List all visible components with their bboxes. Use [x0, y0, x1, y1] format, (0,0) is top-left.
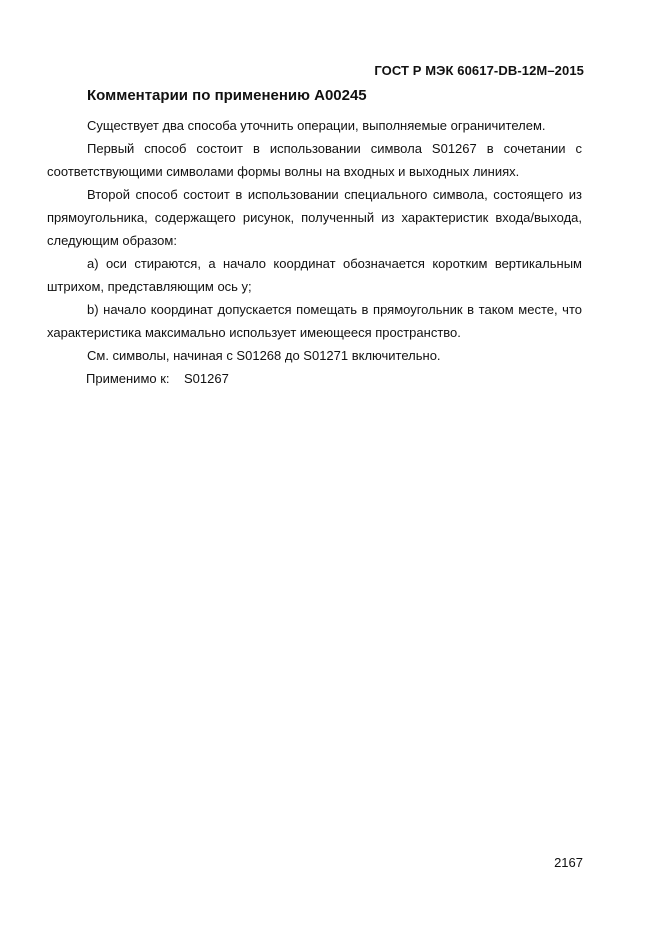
- applies-to-value: S01267: [183, 371, 229, 386]
- section-title: Комментарии по применению A00245: [87, 87, 367, 104]
- body-text: [47, 114, 582, 390]
- list-item-a: а) оси стираются, а начало координат обозначается коротким вертикальным штрихом, представляющим ось y;: [47, 256, 582, 294]
- paragraph-intro: Существует два способа уточнить операции, выполняемые ограничителем.: [87, 118, 546, 133]
- paragraph-first-method: Первый способ состоит в использовании символа S01267 в сочетании с соответствующими символами формы волны на входных и выходных линиях.: [47, 141, 582, 179]
- list-item-b: b) начало координат допускается помещать в прямоугольник в таком месте, что характеристика максимально использует имеющееся пространство.: [47, 302, 582, 340]
- applies-to-line: [47, 367, 582, 390]
- applies-to-label: Применимо к:: [86, 371, 170, 386]
- page-number: 2167: [554, 855, 583, 870]
- document-code: ГОСТ Р МЭК 60617-DB-12M–2015: [374, 63, 584, 78]
- paragraph-second-method: Второй способ состоит в использовании специального символа, состоящего из прямоугольника, содержащего рисунок, полученный из характеристик входа/выхода, следующим образом:: [47, 187, 582, 248]
- paragraph-see-symbols: См. символы, начиная с S01268 до S01271 включительно.: [87, 348, 441, 363]
